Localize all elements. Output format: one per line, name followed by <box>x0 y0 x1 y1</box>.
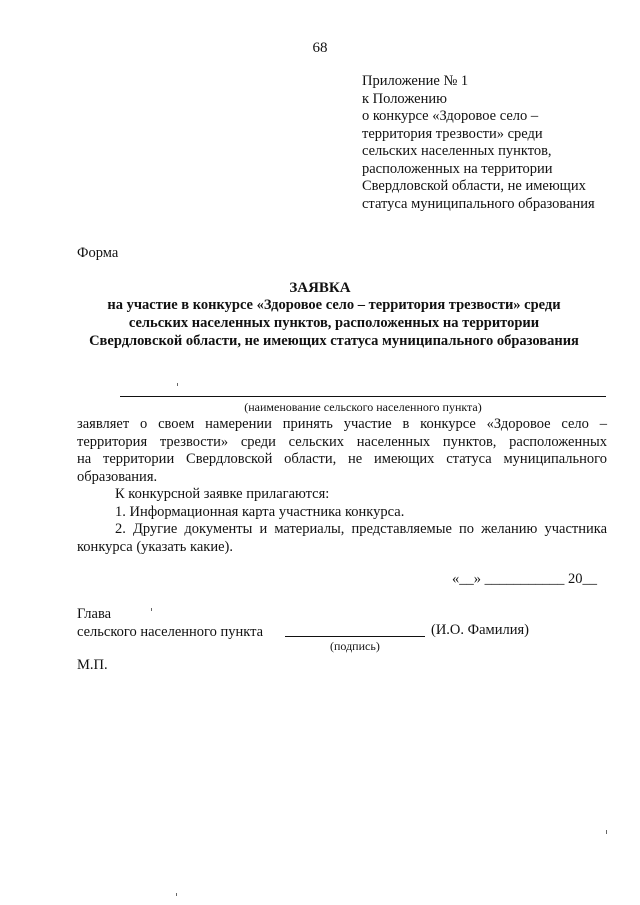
signatory-title-line: сельского населенного пункта <box>77 623 264 640</box>
signature-caption: (подпись) <box>330 639 380 653</box>
attachment-item-2-text: 2. Другие документы и материалы, представляемые по желанию участника <box>115 521 607 537</box>
appendix-line: Свердловской области, не имеющих <box>362 178 586 194</box>
signature-line <box>285 636 425 637</box>
scan-mark <box>606 830 607 834</box>
document-subtitle <box>60 296 608 350</box>
subtitle-line: Свердловской области, не имеющих статуса муниципального образования <box>89 333 579 349</box>
form-label: Форма <box>77 245 119 261</box>
signatory-title <box>77 606 263 641</box>
subtitle-line: сельских населенных пунктов, расположенных на территории <box>128 315 540 331</box>
date-field: «__» ___________ 20__ <box>452 571 597 587</box>
attachment-item-2-line: конкурса (указать какие). <box>77 538 233 555</box>
signatory-title-line: Глава <box>77 606 112 622</box>
appendix-line: Приложение № 1 <box>362 73 469 89</box>
document-title: ЗАЯВКА <box>289 280 351 296</box>
signatory-name-field: (И.О. Фамилия) <box>431 622 529 638</box>
statement-line <box>77 451 607 469</box>
application-body <box>77 416 607 556</box>
settlement-name-caption: (наименование сельского населенного пункта) <box>244 400 482 414</box>
attachment-item-2-line <box>77 521 607 539</box>
stamp-place: М.П. <box>77 657 108 673</box>
statement-line: образования. <box>77 468 158 485</box>
statement-text: заявляет о своем намерении принять участие в конкурсе «Здоровое село – <box>77 416 607 432</box>
appendix-line: о конкурсе «Здоровое село – <box>362 108 539 124</box>
appendix-line: статуса муниципального образования <box>362 195 595 212</box>
attachments-intro: К конкурсной заявке прилагаются: <box>115 486 330 502</box>
statement-text: территория трезвости» среди сельских населенных пунктов, расположенных <box>77 433 607 450</box>
scan-mark <box>176 893 177 896</box>
appendix-line: территория трезвости» среди <box>362 125 543 142</box>
statement-text: на территории Свердловской области, не имеющих статуса муниципального <box>77 451 607 467</box>
attachment-item-1: 1. Информационная карта участника конкурса. <box>115 503 405 520</box>
appendix-line: сельских населенных пунктов, <box>362 143 552 159</box>
statement-line <box>77 416 607 434</box>
appendix-line: к Положению <box>362 90 447 107</box>
scan-mark <box>177 383 178 386</box>
page-number: 68 <box>312 40 328 56</box>
statement-line <box>77 434 607 452</box>
appendix-block <box>362 73 622 213</box>
settlement-name-line <box>120 396 606 397</box>
appendix-line: расположенных на территории <box>362 160 553 177</box>
subtitle-line: на участие в конкурсе «Здоровое село – территория трезвости» среди <box>107 297 561 313</box>
